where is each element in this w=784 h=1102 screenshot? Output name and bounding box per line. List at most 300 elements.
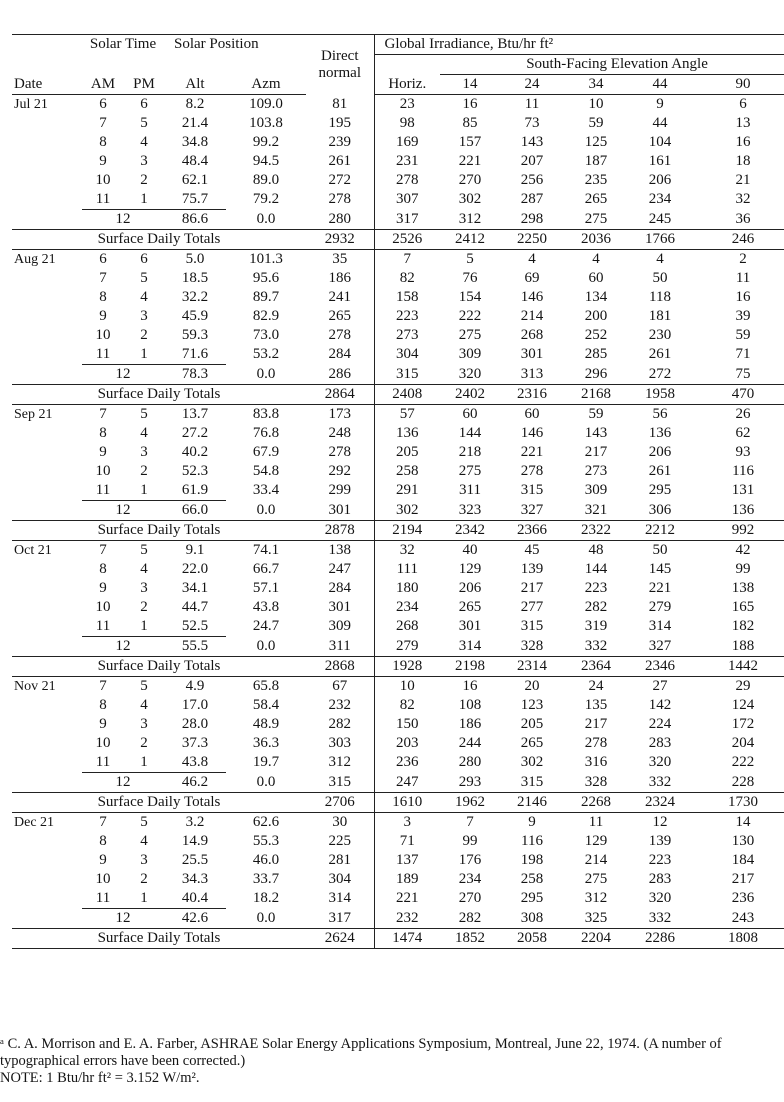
irradiance-cell: 268 bbox=[520, 327, 544, 343]
table-row bbox=[12, 462, 784, 481]
altitude-cell: 3.2 bbox=[185, 814, 205, 830]
irradiance-cell: 20 bbox=[524, 678, 540, 694]
am-hour-cell: 9 bbox=[99, 580, 107, 596]
irradiance-total: 2198 bbox=[440, 657, 500, 677]
azimuth-cell: 54.8 bbox=[252, 463, 280, 479]
notes bbox=[0, 1036, 770, 1087]
irradiance-total: 2212 bbox=[628, 521, 692, 541]
table-body bbox=[12, 95, 784, 949]
irradiance-cell: 136 bbox=[648, 425, 672, 441]
pm-hour-cell: 3 bbox=[140, 852, 148, 868]
direct-normal-cell: 81 bbox=[332, 95, 348, 112]
irradiance-cell: 235 bbox=[584, 172, 608, 188]
altitude-cell: 86.6 bbox=[181, 211, 209, 227]
irradiance-cell: 82 bbox=[374, 269, 440, 288]
irradiance-cell: 5 bbox=[466, 251, 474, 267]
irradiance-cell: 317 bbox=[374, 210, 440, 230]
irradiance-cell: 125 bbox=[584, 134, 608, 150]
irradiance-cell: 217 bbox=[584, 716, 608, 732]
pm-hour-cell: 5 bbox=[140, 542, 148, 558]
header-global-irradiance: Global Irradiance, Btu/hr ft² bbox=[374, 35, 784, 55]
irradiance-total: 2058 bbox=[500, 929, 564, 949]
irradiance-cell: 313 bbox=[520, 365, 544, 382]
irradiance-cell: 144 bbox=[458, 425, 482, 441]
surface-daily-totals-label: Surface Daily Totals bbox=[12, 793, 306, 813]
pm-hour-cell: 4 bbox=[140, 289, 148, 305]
irradiance-cell: 236 bbox=[731, 890, 755, 907]
surface-daily-totals-row bbox=[12, 929, 784, 949]
am-hour-cell: 11 bbox=[82, 345, 124, 365]
irradiance-cell: 165 bbox=[731, 599, 755, 615]
azimuth-cell: 0.0 bbox=[256, 637, 276, 654]
surface-daily-totals-row bbox=[12, 657, 784, 677]
irradiance-cell: 319 bbox=[584, 618, 608, 635]
irradiance-cell: 261 bbox=[648, 463, 672, 479]
noon-label: 12 bbox=[115, 910, 131, 926]
irradiance-cell: 298 bbox=[520, 210, 544, 227]
azimuth-cell: 33.4 bbox=[252, 482, 280, 499]
azimuth-cell: 89.0 bbox=[252, 172, 280, 188]
noon-row bbox=[12, 637, 784, 657]
irradiance-cell: 315 bbox=[520, 482, 544, 499]
table-row bbox=[12, 753, 784, 773]
table-row bbox=[12, 288, 784, 307]
irradiance-cell: 32 bbox=[374, 541, 440, 561]
pm-hour-cell: 1 bbox=[124, 345, 164, 365]
irradiance-cell: 221 bbox=[648, 580, 672, 596]
irradiance-cell: 56 bbox=[652, 406, 668, 422]
am-hour-cell: 7 bbox=[99, 542, 107, 558]
irradiance-cell: 221 bbox=[374, 889, 440, 909]
table-row bbox=[12, 851, 784, 870]
am-hour-cell: 7 bbox=[99, 406, 107, 422]
header-solar-time: Solar Time bbox=[82, 35, 164, 55]
altitude-cell: 32.2 bbox=[181, 289, 209, 305]
irradiance-cell: 332 bbox=[648, 773, 672, 790]
irradiance-cell: 59 bbox=[735, 327, 751, 343]
surface-daily-totals-row bbox=[12, 793, 784, 813]
irradiance-cell: 283 bbox=[648, 871, 672, 887]
irradiance-total: 1474 bbox=[374, 929, 440, 949]
irradiance-cell: 265 bbox=[584, 191, 608, 208]
surface-daily-totals-label: Surface Daily Totals bbox=[12, 657, 306, 677]
table-row bbox=[12, 813, 784, 833]
irradiance-cell: 181 bbox=[648, 308, 672, 324]
table-row bbox=[12, 734, 784, 753]
irradiance-cell: 198 bbox=[520, 852, 544, 868]
altitude-cell: 62.1 bbox=[181, 172, 209, 188]
irradiance-cell: 98 bbox=[374, 114, 440, 133]
irradiance-cell: 332 bbox=[584, 637, 608, 654]
irradiance-cell: 325 bbox=[584, 909, 608, 926]
table-row bbox=[12, 696, 784, 715]
direct-normal-cell: 282 bbox=[328, 716, 352, 732]
irradiance-cell: 218 bbox=[458, 444, 482, 460]
surface-daily-totals-label: Surface Daily Totals bbox=[12, 230, 306, 250]
irradiance-cell: 7 bbox=[466, 814, 474, 830]
irradiance-cell: 282 bbox=[584, 599, 608, 615]
altitude-cell: 13.7 bbox=[181, 406, 209, 422]
irradiance-cell: 321 bbox=[584, 501, 608, 518]
altitude-cell: 52.5 bbox=[164, 617, 226, 637]
am-hour-cell: 11 bbox=[82, 889, 124, 909]
irradiance-cell: 230 bbox=[648, 327, 672, 343]
irradiance-total: 2194 bbox=[374, 521, 440, 541]
azimuth-cell: 0.0 bbox=[256, 365, 276, 382]
pm-hour-cell: 6 bbox=[140, 96, 148, 112]
am-hour-cell: 10 bbox=[95, 463, 111, 479]
azimuth-cell: 94.5 bbox=[252, 153, 280, 169]
direct-normal-cell: 292 bbox=[328, 463, 352, 479]
irradiance-cell: 139 bbox=[520, 561, 544, 577]
table-row bbox=[12, 345, 784, 365]
azimuth-cell: 74.1 bbox=[252, 542, 280, 558]
direct-normal-cell: 314 bbox=[328, 890, 352, 907]
altitude-cell: 17.0 bbox=[181, 697, 209, 713]
header-angle-14: 14 bbox=[440, 75, 500, 95]
table-row bbox=[12, 889, 784, 909]
irradiance-cell: 228 bbox=[731, 773, 755, 790]
azimuth-cell: 82.9 bbox=[252, 308, 280, 324]
irradiance-cell: 23 bbox=[374, 95, 440, 115]
azimuth-cell: 65.8 bbox=[252, 678, 280, 694]
table-row bbox=[12, 560, 784, 579]
irradiance-cell: 287 bbox=[520, 191, 544, 208]
pm-hour-cell: 6 bbox=[140, 251, 148, 267]
altitude-cell: 44.7 bbox=[181, 599, 209, 615]
irradiance-cell: 143 bbox=[584, 425, 608, 441]
irradiance-total: 2036 bbox=[564, 230, 628, 250]
irradiance-cell: 223 bbox=[648, 852, 672, 868]
irradiance-total: 2268 bbox=[564, 793, 628, 813]
pm-hour-cell: 1 bbox=[124, 481, 164, 501]
irradiance-cell: 29 bbox=[735, 678, 751, 694]
direct-normal-cell: 309 bbox=[328, 618, 352, 635]
altitude-cell: 78.3 bbox=[181, 366, 209, 382]
am-hour-cell: 10 bbox=[95, 172, 111, 188]
table-row bbox=[12, 481, 784, 501]
irradiance-cell: 158 bbox=[374, 288, 440, 307]
irradiance-total: 2204 bbox=[564, 929, 628, 949]
irradiance-cell: 123 bbox=[520, 697, 544, 713]
surface-daily-totals-row bbox=[12, 385, 784, 405]
azimuth-cell: 58.4 bbox=[252, 697, 280, 713]
altitude-cell: 22.0 bbox=[181, 561, 209, 577]
header-angle-90: 90 bbox=[692, 75, 784, 95]
irradiance-cell: 111 bbox=[374, 560, 440, 579]
irradiance-cell: 275 bbox=[458, 327, 482, 343]
irradiance-cell: 75 bbox=[735, 365, 751, 382]
altitude-cell: 9.1 bbox=[185, 542, 205, 558]
irradiance-cell: 231 bbox=[374, 152, 440, 171]
irradiance-cell: 62 bbox=[735, 425, 751, 441]
am-hour-cell: 11 bbox=[82, 617, 124, 637]
irradiance-cell: 244 bbox=[458, 735, 482, 751]
irradiance-cell: 205 bbox=[374, 443, 440, 462]
am-hour-cell: 9 bbox=[99, 716, 107, 732]
pm-hour-cell: 2 bbox=[140, 599, 148, 615]
irradiance-cell: 314 bbox=[648, 618, 672, 635]
irradiance-cell: 214 bbox=[584, 852, 608, 868]
irradiance-cell: 279 bbox=[374, 637, 440, 657]
irradiance-cell: 135 bbox=[584, 697, 608, 713]
irradiance-cell: 82 bbox=[374, 696, 440, 715]
irradiance-cell: 50 bbox=[652, 542, 668, 558]
header-angle-34: 34 bbox=[564, 75, 628, 95]
irradiance-cell: 328 bbox=[584, 773, 608, 790]
table-row bbox=[12, 95, 784, 115]
header-angle-24: 24 bbox=[500, 75, 564, 95]
irradiance-cell: 48 bbox=[588, 542, 604, 558]
direct-normal-cell: 239 bbox=[328, 134, 352, 150]
irradiance-cell: 277 bbox=[520, 599, 544, 615]
irradiance-cell: 296 bbox=[584, 365, 608, 382]
am-hour-cell: 7 bbox=[99, 115, 107, 131]
direct-normal-cell: 186 bbox=[328, 270, 352, 286]
irradiance-cell: 60 bbox=[462, 406, 478, 422]
table-row bbox=[12, 405, 784, 425]
irradiance-cell: 232 bbox=[374, 909, 440, 929]
direct-normal-cell: 311 bbox=[328, 637, 351, 654]
pm-hour-cell: 3 bbox=[140, 580, 148, 596]
direct-normal-cell: 173 bbox=[328, 406, 352, 422]
azimuth-cell: 53.2 bbox=[252, 346, 280, 363]
azimuth-cell: 73.0 bbox=[252, 327, 280, 343]
irradiance-total: 1610 bbox=[374, 793, 440, 813]
irradiance-cell: 7 bbox=[374, 250, 440, 270]
header-solar-position: Solar Position bbox=[164, 35, 306, 55]
direct-normal-cell: 304 bbox=[328, 871, 352, 887]
table-row bbox=[12, 870, 784, 889]
noon-label: 12 bbox=[115, 774, 131, 790]
altitude-cell: 8.2 bbox=[185, 96, 205, 112]
irradiance-cell: 307 bbox=[374, 190, 440, 210]
irradiance-total: 470 bbox=[692, 385, 784, 405]
irradiance-cell: 21 bbox=[735, 172, 751, 188]
irradiance-cell: 131 bbox=[731, 482, 755, 499]
irradiance-cell: 3 bbox=[374, 813, 440, 833]
irradiance-cell: 73 bbox=[524, 115, 540, 131]
irradiance-cell: 4 bbox=[656, 251, 664, 267]
pm-hour-cell: 4 bbox=[140, 833, 148, 849]
direct-normal-cell: 30 bbox=[332, 814, 348, 830]
altitude-cell: 14.9 bbox=[181, 833, 209, 849]
irradiance-cell: 136 bbox=[374, 424, 440, 443]
pm-hour-cell: 5 bbox=[140, 115, 148, 131]
pm-hour-cell: 1 bbox=[124, 753, 164, 773]
irradiance-cell: 320 bbox=[458, 365, 482, 382]
azimuth-cell: 18.2 bbox=[252, 890, 280, 907]
direct-normal-cell: 315 bbox=[328, 773, 352, 790]
irradiance-cell: 16 bbox=[735, 134, 751, 150]
irradiance-cell: 273 bbox=[374, 326, 440, 345]
azimuth-cell: 36.3 bbox=[252, 735, 280, 751]
date-label: Dec 21 bbox=[14, 815, 55, 830]
altitude-cell: 5.0 bbox=[185, 251, 205, 267]
irradiance-cell: 32 bbox=[735, 191, 751, 208]
irradiance-cell: 234 bbox=[458, 871, 482, 887]
irradiance-cell: 157 bbox=[458, 134, 482, 150]
altitude-cell: 4.9 bbox=[185, 678, 205, 694]
irradiance-cell: 6 bbox=[739, 96, 747, 112]
irradiance-cell: 137 bbox=[374, 851, 440, 870]
azimuth-cell: 95.6 bbox=[252, 270, 280, 286]
irradiance-cell: 223 bbox=[584, 580, 608, 596]
irradiance-total: 2324 bbox=[628, 793, 692, 813]
irradiance-cell: 200 bbox=[584, 308, 608, 324]
irradiance-cell: 76 bbox=[462, 270, 478, 286]
direct-normal-cell: 303 bbox=[328, 735, 352, 751]
irradiance-total: 2342 bbox=[440, 521, 500, 541]
irradiance-cell: 182 bbox=[731, 618, 755, 635]
direct-normal-cell: 281 bbox=[328, 852, 352, 868]
irradiance-cell: 295 bbox=[520, 890, 544, 907]
irradiance-cell: 44 bbox=[652, 115, 668, 131]
irradiance-total: 2168 bbox=[564, 385, 628, 405]
irradiance-cell: 10 bbox=[588, 96, 604, 112]
irradiance-total: 2314 bbox=[500, 657, 564, 677]
am-hour-cell: 10 bbox=[95, 327, 111, 343]
irradiance-total: 2402 bbox=[440, 385, 500, 405]
irradiance-cell: 256 bbox=[520, 172, 544, 188]
altitude-cell: 25.5 bbox=[181, 852, 209, 868]
irradiance-cell: 40 bbox=[462, 542, 478, 558]
azimuth-cell: 66.7 bbox=[252, 561, 280, 577]
irradiance-cell: 138 bbox=[731, 580, 755, 596]
table-row bbox=[12, 133, 784, 152]
irradiance-cell: 311 bbox=[459, 482, 481, 499]
altitude-cell: 28.0 bbox=[181, 716, 209, 732]
am-hour-cell: 8 bbox=[99, 289, 107, 305]
irradiance-cell: 10 bbox=[374, 677, 440, 697]
irradiance-cell: 26 bbox=[735, 406, 751, 422]
pm-hour-cell: 3 bbox=[140, 716, 148, 732]
irradiance-cell: 302 bbox=[374, 501, 440, 521]
direct-normal-cell: 232 bbox=[328, 697, 352, 713]
direct-normal-cell: 317 bbox=[328, 909, 352, 926]
irradiance-cell: 130 bbox=[731, 833, 755, 849]
azimuth-cell: 83.8 bbox=[252, 406, 280, 422]
irradiance-cell: 99 bbox=[735, 561, 751, 577]
am-hour-cell: 6 bbox=[99, 251, 107, 267]
irradiance-cell: 85 bbox=[462, 115, 478, 131]
irradiance-cell: 217 bbox=[584, 444, 608, 460]
date-label: Sep 21 bbox=[14, 407, 53, 422]
irradiance-cell: 221 bbox=[520, 444, 544, 460]
irradiance-cell: 217 bbox=[520, 580, 544, 596]
am-hour-cell: 10 bbox=[95, 735, 111, 751]
irradiance-total: 2316 bbox=[500, 385, 564, 405]
irradiance-cell: 224 bbox=[648, 716, 672, 732]
noon-label: 12 bbox=[115, 211, 131, 227]
irradiance-cell: 60 bbox=[524, 406, 540, 422]
table-row bbox=[12, 114, 784, 133]
irradiance-cell: 291 bbox=[374, 481, 440, 501]
irradiance-cell: 124 bbox=[731, 697, 755, 713]
date-label: Oct 21 bbox=[14, 543, 52, 558]
irradiance-cell: 180 bbox=[374, 579, 440, 598]
pm-hour-cell: 3 bbox=[140, 308, 148, 324]
irradiance-cell: 36 bbox=[735, 210, 751, 227]
azimuth-cell: 103.8 bbox=[249, 115, 283, 131]
noon-label: 12 bbox=[115, 638, 131, 654]
irradiance-cell: 150 bbox=[374, 715, 440, 734]
irradiance-cell: 279 bbox=[648, 599, 672, 615]
surface-daily-totals-row bbox=[12, 230, 784, 250]
irradiance-cell: 206 bbox=[458, 580, 482, 596]
table-row bbox=[12, 579, 784, 598]
table-row bbox=[12, 443, 784, 462]
azimuth-cell: 48.9 bbox=[252, 716, 280, 732]
azimuth-cell: 89.7 bbox=[252, 289, 280, 305]
irradiance-total: 2408 bbox=[374, 385, 440, 405]
header-alt: Alt bbox=[164, 75, 226, 95]
irradiance-cell: 16 bbox=[462, 96, 478, 112]
altitude-cell: 46.2 bbox=[181, 774, 209, 790]
unit-note: NOTE: 1 Btu/hr ft² = 3.152 W/m². bbox=[0, 1070, 200, 1086]
direct-normal-total: 2868 bbox=[306, 657, 374, 677]
am-hour-cell: 7 bbox=[99, 814, 107, 830]
direct-normal-cell: 265 bbox=[328, 308, 352, 324]
irradiance-cell: 308 bbox=[520, 909, 544, 926]
irradiance-cell: 275 bbox=[584, 871, 608, 887]
direct-normal-cell: 35 bbox=[332, 251, 348, 267]
irradiance-cell: 205 bbox=[520, 716, 544, 732]
irradiance-cell: 234 bbox=[648, 191, 672, 208]
pm-hour-cell: 2 bbox=[140, 735, 148, 751]
altitude-cell: 66.0 bbox=[181, 502, 209, 518]
irradiance-cell: 320 bbox=[648, 754, 672, 771]
direct-normal-cell: 247 bbox=[328, 561, 352, 577]
irradiance-cell: 283 bbox=[648, 735, 672, 751]
irradiance-cell: 206 bbox=[648, 444, 672, 460]
irradiance-cell: 236 bbox=[374, 753, 440, 773]
irradiance-cell: 129 bbox=[458, 561, 482, 577]
irradiance-cell: 136 bbox=[731, 501, 755, 518]
irradiance-total: 2146 bbox=[500, 793, 564, 813]
irradiance-cell: 222 bbox=[731, 754, 755, 771]
irradiance-cell: 143 bbox=[520, 134, 544, 150]
altitude-cell: 34.8 bbox=[181, 134, 209, 150]
azimuth-cell: 33.7 bbox=[252, 871, 280, 887]
direct-normal-cell: 278 bbox=[328, 327, 352, 343]
noon-row bbox=[12, 909, 784, 929]
surface-daily-totals-label: Surface Daily Totals bbox=[12, 385, 306, 405]
solar-irradiance-table bbox=[12, 34, 784, 949]
irradiance-cell: 293 bbox=[458, 773, 482, 790]
irradiance-cell: 304 bbox=[374, 345, 440, 365]
pm-hour-cell: 5 bbox=[140, 406, 148, 422]
direct-normal-cell: 261 bbox=[328, 153, 352, 169]
irradiance-cell: 27 bbox=[652, 678, 668, 694]
pm-hour-cell: 1 bbox=[124, 889, 164, 909]
irradiance-cell: 245 bbox=[648, 210, 672, 227]
irradiance-total: 2346 bbox=[628, 657, 692, 677]
irradiance-cell: 222 bbox=[458, 308, 482, 324]
irradiance-cell: 268 bbox=[374, 617, 440, 637]
irradiance-cell: 295 bbox=[648, 482, 672, 499]
direct-normal-cell: 67 bbox=[332, 678, 348, 694]
direct-normal-cell: 299 bbox=[328, 482, 352, 499]
date-label: Nov 21 bbox=[14, 679, 56, 694]
azimuth-cell: 0.0 bbox=[256, 773, 276, 790]
irradiance-cell: 315 bbox=[520, 618, 544, 635]
irradiance-cell: 154 bbox=[458, 289, 482, 305]
altitude-cell: 27.2 bbox=[181, 425, 209, 441]
irradiance-cell: 57 bbox=[374, 405, 440, 425]
pm-hour-cell: 2 bbox=[140, 871, 148, 887]
irradiance-cell: 273 bbox=[584, 463, 608, 479]
